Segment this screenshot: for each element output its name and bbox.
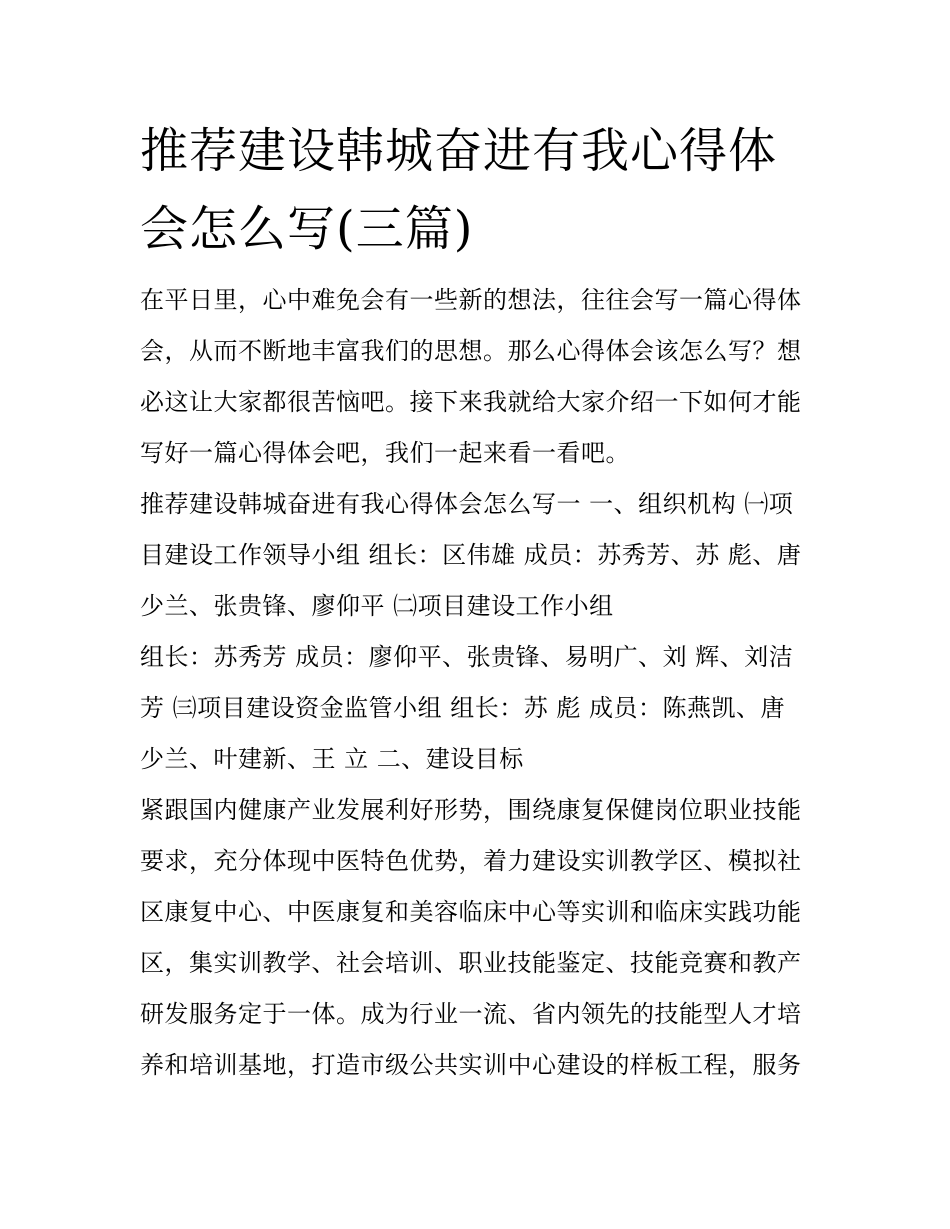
text-line: 目建设工作领导小组 组长：区伟雄 成员：苏秀芳、苏 彪、唐 — [140, 541, 802, 569]
text-line: 研发服务定于一体。成为行业一流、省内领先的技能型人才培 — [140, 1000, 802, 1028]
title-line: 推荐建设韩城奋进有我心得体 — [140, 123, 778, 179]
text-line: 会，从而不断地丰富我们的思想。那么心得体会该怎么写？想 — [140, 337, 802, 365]
text-line: 写好一篇心得体会吧，我们一起来看一看吧。 — [140, 439, 630, 467]
text-line: 养和培训基地，打造市级公共实训中心建设的样板工程，服务 — [140, 1051, 802, 1079]
text-line: 组长：苏秀芳 成员：廖仰平、张贵锋、易明广、刘 辉、刘洁 — [140, 643, 794, 671]
text-line: 少兰、叶建新、王 立 二、建设目标 — [140, 745, 524, 773]
document-body — [140, 275, 820, 1091]
text-line: 区康复中心、中医康复和美容临床中心等实训和临床实践功能 — [140, 898, 802, 926]
text-line: 推荐建设韩城奋进有我心得体会怎么写一 一、组织机构 ㈠项 — [140, 490, 794, 518]
text-line: 在平日里，心中难免会有一些新的想法，往往会写一篇心得体 — [140, 286, 802, 314]
text-line: 必这让大家都很苦恼吧。接下来我就给大家介绍一下如何才能 — [140, 388, 802, 416]
title-line: 会怎么写(三篇) — [140, 201, 474, 257]
text-line: 要求，充分体现中医特色优势，着力建设实训教学区、模拟社 — [140, 847, 802, 875]
text-line: 芳 ㈢项目建设资金监管小组 组长：苏 彪 成员：陈燕凯、唐 — [140, 694, 786, 722]
text-line: 紧跟国内健康产业发展利好形势，围绕康复保健岗位职业技能 — [140, 796, 802, 824]
document-title — [140, 112, 820, 268]
text-line: 少兰、张贵锋、廖仰平 ㈡项目建设工作小组 — [140, 592, 614, 620]
text-line: 区，集实训教学、社会培训、职业技能鉴定、技能竞赛和教产 — [140, 949, 802, 977]
